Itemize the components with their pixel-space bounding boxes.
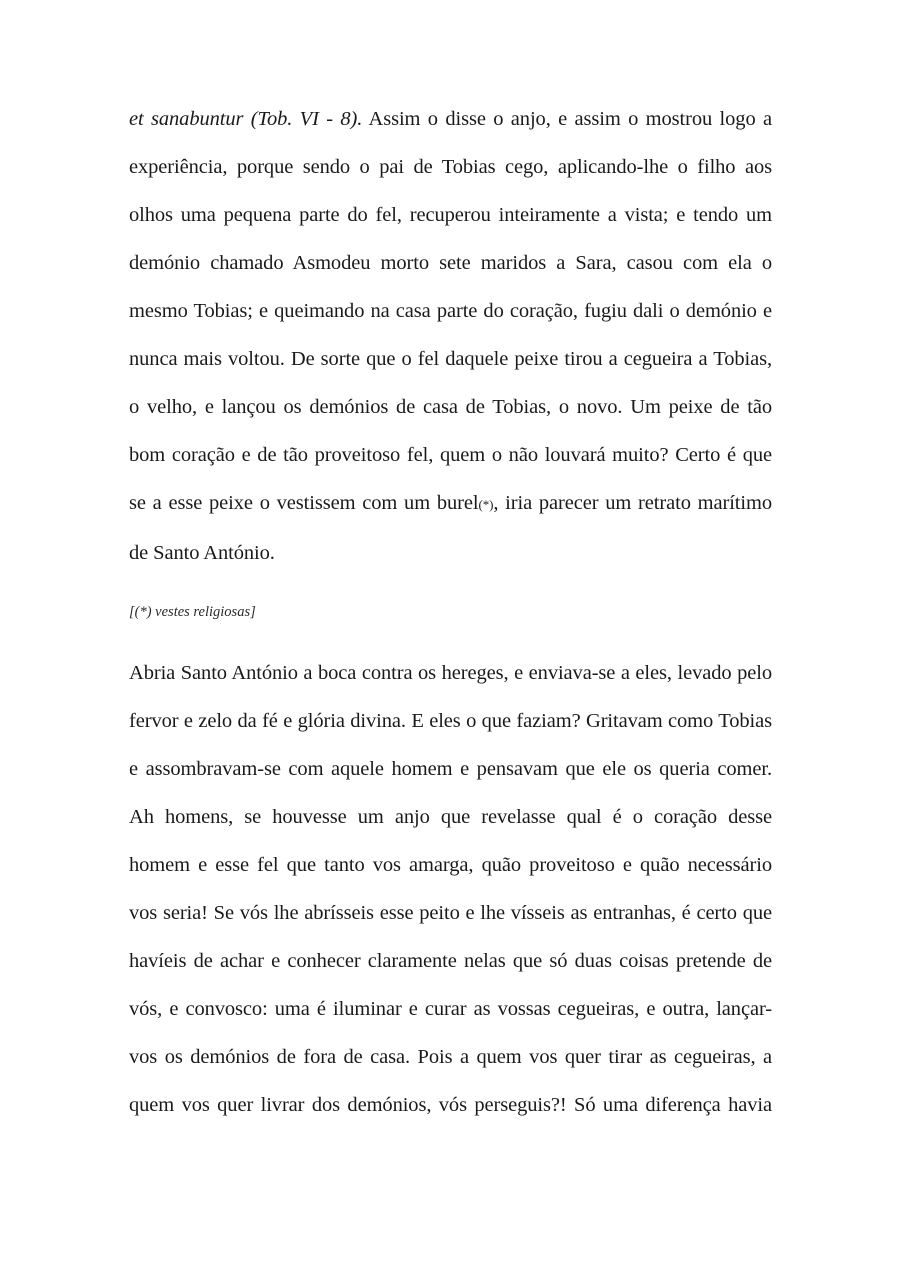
footnote: [(*) vestes religiosas]: [129, 604, 256, 620]
text-line: quem vos quer livrar dos demónios, vós perseguis?! Só uma diferença havia: [129, 1094, 772, 1116]
text-line: homem e esse fel que tanto vos amarga, quão proveitoso e quão necessário: [129, 854, 772, 876]
text-line: nunca mais voltou. De sorte que o fel daquele peixe tirou a cegueira a Tobias,: [129, 348, 772, 370]
text-line: bom coração e de tão proveitoso fel, quem o não louvará muito? Certo é que: [129, 444, 772, 466]
paragraph-1: [129, 95, 772, 577]
text-line: havíeis de achar e conhecer claramente nelas que só duas coisas pretende de: [129, 950, 772, 972]
text-line: experiência, porque sendo o pai de Tobias cego, aplicando-lhe o filho aos: [129, 156, 772, 178]
text-line: [129, 95, 772, 143]
text-line: mesmo Tobias; e queimando na casa parte do coração, fugiu dali o demónio e: [129, 300, 772, 322]
text-line: Ah homens, se houvesse um anjo que revelasse qual é o coração desse: [129, 806, 772, 828]
text-line: o velho, e lançou os demónios de casa de Tobias, o novo. Um peixe de tão: [129, 396, 772, 418]
text-line: vos os demónios de fora de casa. Pois a quem vos quer tirar as cegueiras, a: [129, 1046, 772, 1068]
document-page: [129, 95, 772, 1129]
text-line: e assombravam-se com aquele homem e pensavam que ele os queria comer.: [129, 758, 772, 780]
footnote-mark: (*): [478, 497, 494, 512]
text-line: [129, 479, 772, 529]
text-line: fervor e zelo da fé e glória divina. E eles o que faziam? Gritavam como Tobias: [129, 710, 772, 732]
line-text: se a esse peixe o vestissem com um burel: [129, 492, 479, 514]
latin-citation: et sanabuntur (Tob. VI - 8).: [129, 108, 363, 130]
text-line: Abria Santo António a boca contra os hereges, e enviava-se a eles, levado pelo: [129, 662, 772, 684]
text-line: vós, e convosco: uma é iluminar e curar as vossas cegueiras, e outra, lançar-: [129, 998, 772, 1020]
text-line: vos seria! Se vós lhe abrísseis esse peito e lhe vísseis as entranhas, é certo que: [129, 902, 772, 924]
paragraph-2: [129, 649, 772, 1129]
text-line: olhos uma pequena parte do fel, recuperou inteiramente a vista; e tendo um: [129, 204, 772, 226]
text-line: demónio chamado Asmodeu morto sete maridos a Sara, casou com ela o: [129, 252, 772, 274]
line-text: Assim o disse o anjo, e assim o mostrou logo a: [362, 108, 772, 130]
text-line: de Santo António.: [129, 542, 275, 564]
line-text: , iria parecer um retrato marítimo: [493, 492, 772, 514]
